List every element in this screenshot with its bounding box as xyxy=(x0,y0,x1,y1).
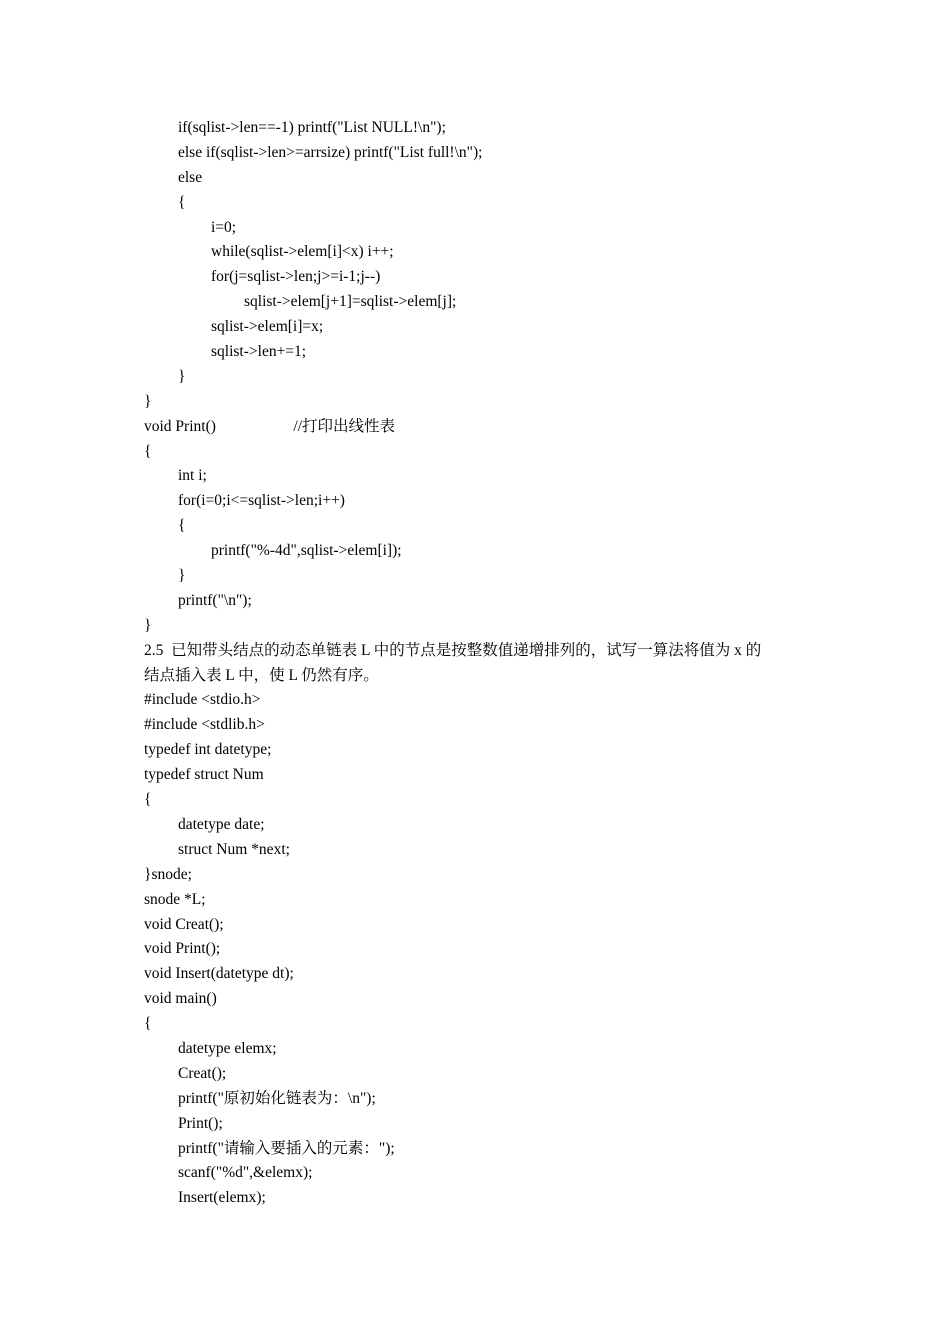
code-line: datetype date; xyxy=(178,815,265,833)
code-line: void Creat(); xyxy=(144,915,224,933)
code-line: }snode; xyxy=(144,865,192,883)
code-line: void Print(); xyxy=(144,940,221,958)
code-line: } xyxy=(144,392,152,410)
code-line: if(sqlist->len==-1) printf("List NULL!\n"); xyxy=(178,119,446,136)
code-line: else xyxy=(178,168,203,186)
code-line: Creat(); xyxy=(178,1064,227,1082)
code-line: #include <stdlib.h> xyxy=(144,716,265,734)
code-line: #include <stdio.h> xyxy=(144,691,261,709)
code-line: } xyxy=(178,567,186,585)
code-line: snode *L; xyxy=(144,890,206,908)
code-line: struct Num *next; xyxy=(178,840,290,858)
code-line: sqlist->len+=1; xyxy=(211,343,307,361)
code-line: printf("%-4d",sqlist->elem[i]); xyxy=(211,542,402,560)
problem-statement: 2.5 已知带头结点的动态单链表 L 中的节点是按整数值递增排列的，试写一算法将值为 x 的 xyxy=(144,641,762,659)
problem-statement: 结点插入表 L 中，使 L 仍然有序。 xyxy=(144,666,379,684)
code-line: for(i=0;i<=sqlist->len;i++) xyxy=(178,492,345,510)
code-line: else if(sqlist->len>=arrsize) printf("List full!\n"); xyxy=(178,143,483,161)
code-line: printf("\n"); xyxy=(178,591,252,609)
code-line: { xyxy=(144,791,152,809)
code-line: { xyxy=(178,193,186,211)
code-line: i=0; xyxy=(211,218,237,236)
code-line: datetype elemx; xyxy=(178,1039,277,1057)
code-line: void main() xyxy=(144,990,217,1008)
code-line: printf("原初始化链表为：\n"); xyxy=(178,1089,376,1107)
code-line: { xyxy=(144,442,152,460)
code-line: typedef int datetype; xyxy=(144,741,272,759)
code-line: { xyxy=(144,1015,152,1033)
code-line: scanf("%d",&elemx); xyxy=(178,1164,313,1182)
code-line: sqlist->elem[i]=x; xyxy=(211,318,324,336)
code-line: void Print() //打印出线性表 xyxy=(144,417,396,435)
code-listing xyxy=(144,116,824,1211)
code-line: printf("请输入要插入的元素："); xyxy=(178,1139,395,1157)
code-line: while(sqlist->elem[i]<x) i++; xyxy=(211,243,394,261)
code-line: { xyxy=(178,517,186,535)
code-line: Print(); xyxy=(178,1114,223,1132)
code-line: void Insert(datetype dt); xyxy=(144,965,294,983)
code-line: sqlist->elem[j+1]=sqlist->elem[j]; xyxy=(244,293,457,311)
code-line: } xyxy=(178,367,186,385)
code-line: int i; xyxy=(178,467,207,485)
code-line: for(j=sqlist->len;j>=i-1;j--) xyxy=(211,268,381,286)
code-line: } xyxy=(144,616,152,634)
code-line: Insert(elemx); xyxy=(178,1189,266,1207)
code-line: typedef struct Num xyxy=(144,766,264,784)
